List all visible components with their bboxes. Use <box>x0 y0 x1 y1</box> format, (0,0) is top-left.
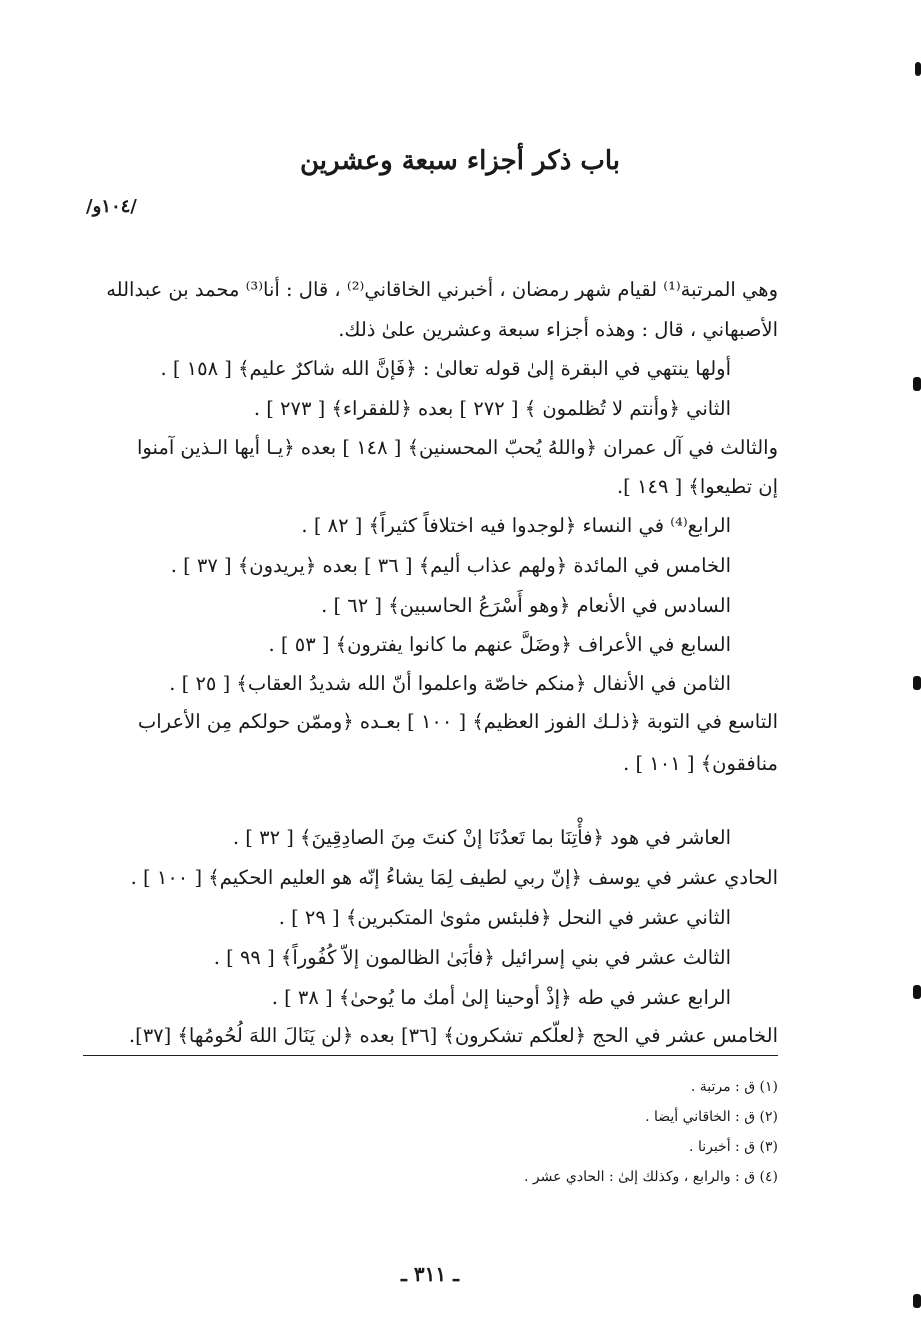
body-line: إن تطيعوا﴾ [ ١٤٩ ]. <box>616 475 778 498</box>
body-line: الأصبهاني ، قال : وهذه أجزاء سبعة وعشرين علىٰ ذلك. <box>338 318 778 341</box>
body-line: السابع في الأعراف ﴿وضَلَّ عنهم ما كانوا يفترون﴾ [ ٥٣ ] . <box>268 633 731 656</box>
body-line: منافقون﴾ [ ١٠١ ] . <box>623 752 778 775</box>
footnote-divider <box>83 1055 778 1056</box>
body-line: الرابع⁽⁴⁾ في النساء ﴿لوجدوا فيه اختلافاً كثيراً﴾ [ ٨٢ ] . <box>301 514 731 537</box>
body-line: الثالث عشر في بني إسرائيل ﴿فأبَىٰ الظالمون إلاّ كُفُوراً﴾ [ ٩٩ ] . <box>213 946 731 969</box>
body-line: أولها ينتهي في البقرة إلىٰ قوله تعالىٰ : ﴿فَإنَّ الله شاكرٌ عليم﴾ [ ١٥٨ ] . <box>160 357 731 380</box>
scan-edge-mark <box>913 1294 921 1308</box>
manuscript-folio-reference: /١٠٤و/ <box>86 196 137 217</box>
scan-edge-mark <box>913 377 921 391</box>
chapter-title: باب ذكر أجزاء سبعة وعشرين <box>300 146 620 176</box>
body-line: الرابع عشر في طه ﴿إذْ أوحينا إلىٰ أمك ما يُوحىٰ﴾ [ ٣٨ ] . <box>271 986 731 1009</box>
page-number: ـ ٣١١ ـ <box>401 1262 459 1286</box>
body-line: والثالث في آل عمران ﴿واللهُ يُحبّ المحسنين﴾ [ ١٤٨ ] بعده ﴿يـا أيها الـذين آمنوا <box>137 436 778 459</box>
body-line: العاشر في هود ﴿فأْتِنَا بما تَعدُنَا إنْ كنتَ مِنَ الصادِقِينَ﴾ [ ٣٢ ] . <box>232 826 731 849</box>
footnote: (٢) ق : الخاقاني أيضا . <box>645 1109 778 1125</box>
body-line: الحادي عشر في يوسف ﴿إنّ ربي لطيف لِمَا يشاءُ إنّه هو العليم الحكيم﴾ [ ١٠٠ ] . <box>130 866 778 889</box>
body-line: وهي المرتبة⁽¹⁾ لقيام شهر رمضان ، أخبرني الخاقاني⁽²⁾ ، قال : أنا⁽³⁾ محمد بن عبدالله <box>106 278 778 301</box>
body-line: التاسع في التوبة ﴿ذلـك الفوز العظيم﴾ [ ١٠٠ ] بعـده ﴿وممّن حولكم مِن الأعراب <box>137 710 778 733</box>
body-line: السادس في الأنعام ﴿وهو أَسْرَعُ الحاسبين﴾ [ ٦٢ ] . <box>321 594 731 617</box>
scan-edge-mark <box>913 985 921 999</box>
scan-edge-mark <box>915 62 921 76</box>
body-line: الخامس عشر في الحج ﴿لعلّكم تشكرون﴾ [٣٦] بعده ﴿لن يَنَالَ اللهَ لُحُومُها﴾ [٣٧]. <box>128 1024 778 1047</box>
scan-edge-mark <box>913 676 921 690</box>
body-line: الثاني عشر في النحل ﴿فلبئس مثوىٰ المتكبرين﴾ [ ٢٩ ] . <box>278 906 731 929</box>
footnote: (١) ق : مرتبة . <box>690 1079 778 1095</box>
body-line: الخامس في المائدة ﴿ولهم عذاب أليم﴾ [ ٣٦ ] بعده ﴿يريدون﴾ [ ٣٧ ] . <box>170 554 731 577</box>
footnote: (٣) ق : أخبرنا . <box>689 1139 778 1155</box>
footnote: (٤) ق : والرابع ، وكذلك إلىٰ : الحادي عشر . <box>524 1169 778 1185</box>
body-line: الثاني ﴿وأنتم لا تُظلمون ﴾ [ ٢٧٢ ] بعده ﴿للفقراء﴾ [ ٢٧٣ ] . <box>253 397 731 420</box>
body-line: الثامن في الأنفال ﴿منكم خاصّة واعلموا أنّ الله شديدُ العقاب﴾ [ ٢٥ ] . <box>169 672 731 695</box>
